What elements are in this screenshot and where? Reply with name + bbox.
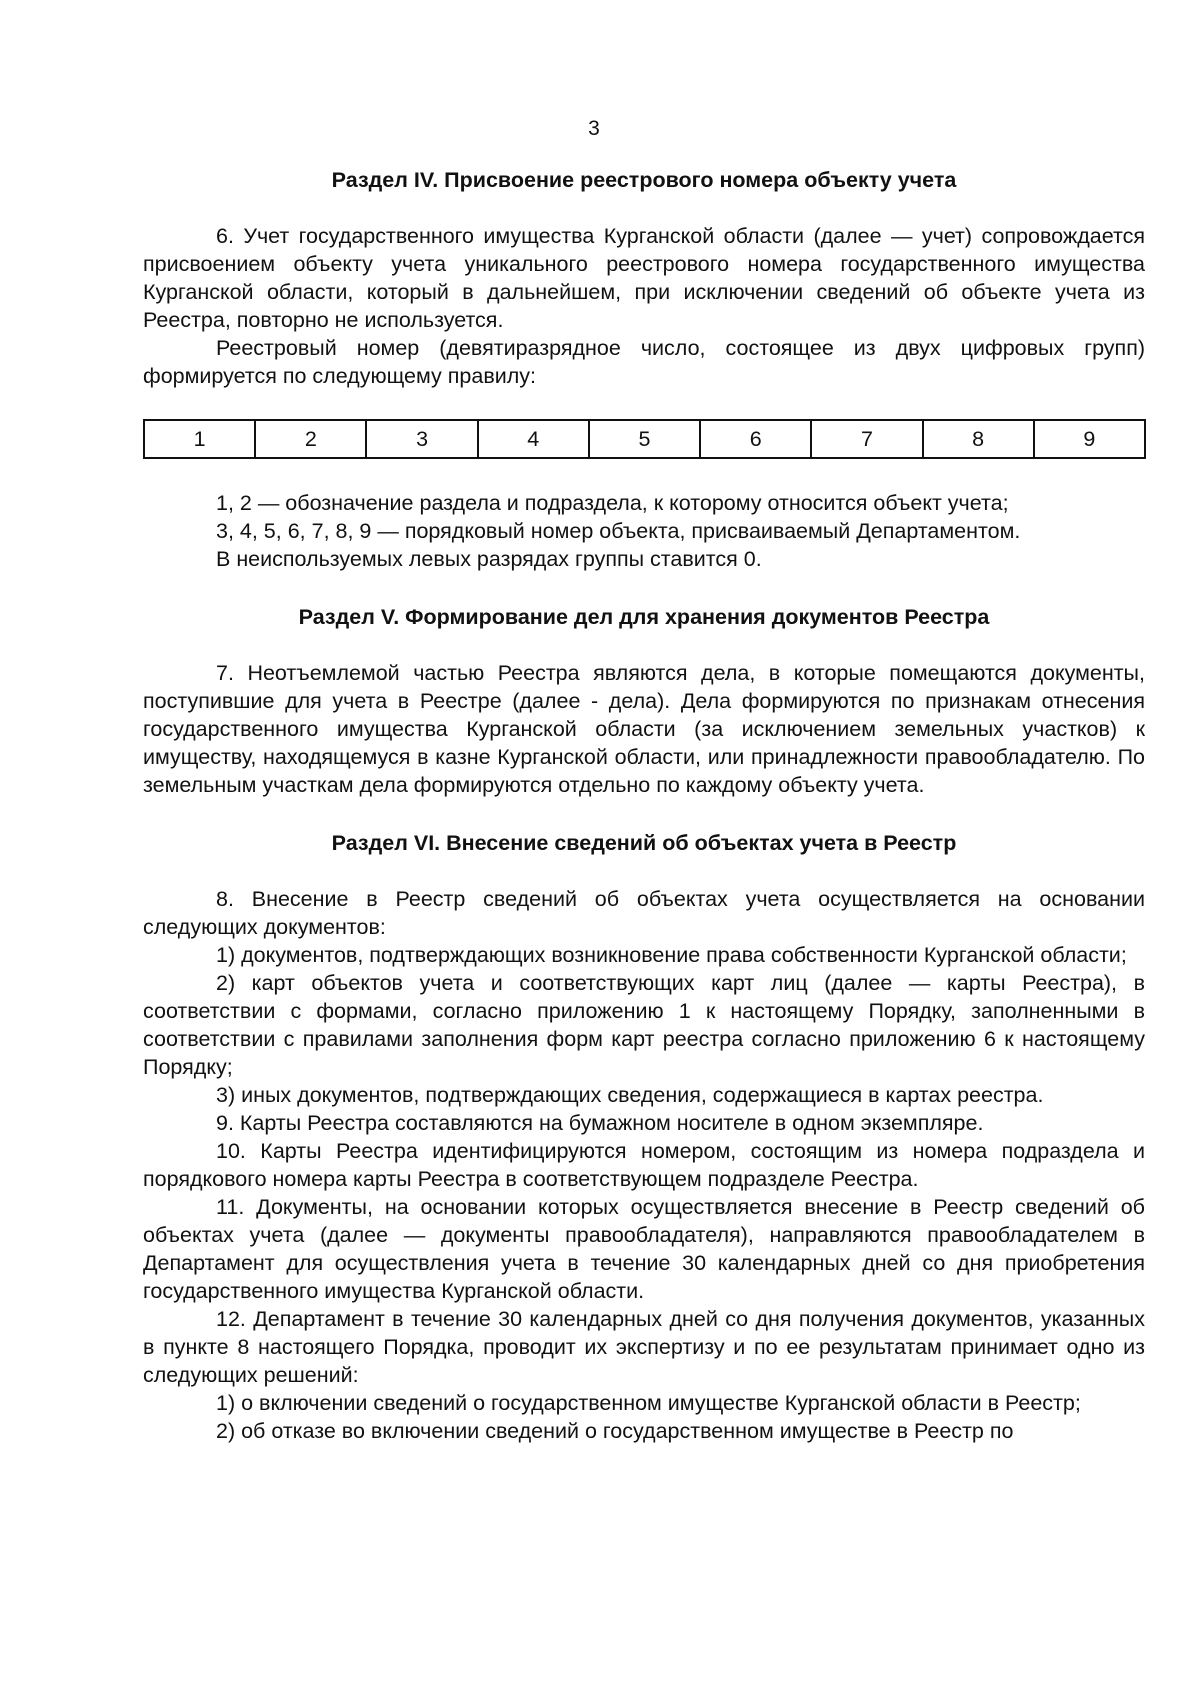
paragraph-8-item-2: 2) карт объектов учета и соответствующих карт лиц (далее — карты Реестра), в соответствии с формами, согласно приложению 1 к настоящему Порядку, заполненными в соответствии с правилами заполнения форм карт реестра согласно приложению 6 к настоящему Порядку;: [143, 971, 1145, 1079]
digit-cell-9: 9: [1034, 420, 1145, 458]
digit-cell-7: 7: [811, 420, 922, 458]
paragraph-9: 9. Карты Реестра составляются на бумажном носителе в одном экземпляре.: [216, 1111, 984, 1135]
paragraph-8: 8. Внесение в Реестр сведений об объектах учета осуществляется на основании следующих документов:: [143, 887, 1145, 939]
note-zero-padding: В неиспользуемых левых разрядах группы ставится 0.: [216, 547, 762, 571]
digit-cell-5: 5: [589, 420, 700, 458]
paragraph-8-item-3: 3) иных документов, подтверждающих сведения, содержащиеся в картах реестра.: [216, 1083, 1044, 1107]
paragraph-10: 10. Карты Реестра идентифицируются номером, состоящим из номера подраздела и порядкового номера карты Реестра в соответствующем подразделе Реестра.: [143, 1139, 1145, 1191]
paragraph-6: 6. Учет государственного имущества Курганской области (далее — учет) сопровождается присвоением объекту учета уникального реестрового номера государственного имущества Курганской области, который в дальнейшем, при исключении сведений об объекте учета из Реестра, повторно не используется.: [143, 224, 1145, 332]
document-body: [143, 166, 1145, 1445]
digit-cell-2: 2: [255, 420, 366, 458]
paragraph-12-item-1: 1) о включении сведений о государственном имуществе Курганской области в Реестр;: [216, 1391, 1081, 1415]
page-number: 3: [588, 117, 600, 140]
note-serial-digits: 3, 4, 5, 6, 7, 8, 9 — порядковый номер объекта, присваиваемый Департаментом.: [216, 519, 1021, 543]
digit-cell-6: 6: [700, 420, 811, 458]
note-section-digits: 1, 2 — обозначение раздела и подраздела, к которому относится объект учета;: [216, 491, 1009, 515]
section-4-heading: Раздел IV. Присвоение реестрового номера объекту учета: [331, 168, 957, 192]
paragraph-11: 11. Документы, на основании которых осуществляется внесение в Реестр сведений об объектах учета (далее — документы правообладателя), направляются правообладателем в Департамент для осуществления учета в течение 30 календарных дней со дня приобретения государственного имущества Курганской области.: [143, 1195, 1145, 1303]
digit-cell-3: 3: [366, 420, 477, 458]
section-5-heading: Раздел V. Формирование дел для хранения документов Реестра: [298, 605, 990, 629]
registry-number-table: [143, 419, 1146, 459]
section-6-heading: Раздел VI. Внесение сведений об объектах учета в Реестр: [331, 831, 957, 855]
registry-number-row: [144, 420, 1145, 458]
paragraph-12-item-2: 2) об отказе во включении сведений о государственном имуществе в Реестр по: [216, 1419, 1014, 1443]
paragraph-7: 7. Неотъемлемой частью Реестра являются дела, в которые помещаются документы, поступившие для учета в Реестре (далее - дела). Дела формируются по признакам отнесения государственного имущества Курганской области (за исключением земельных участков) к имуществу, находящемуся в казне Курганской области, или принадлежности правообладателю. По земельным участкам дела формируются отдельно по каждому объекту учета.: [143, 661, 1145, 797]
paragraph-12: 12. Департамент в течение 30 календарных дней со дня получения документов, указанных в пункте 8 настоящего Порядка, проводит их экспертизу и по ее результатам принимает одно из следующих решений:: [143, 1307, 1145, 1387]
digit-cell-4: 4: [478, 420, 589, 458]
digit-cell-8: 8: [923, 420, 1034, 458]
paragraph-8-item-1: 1) документов, подтверждающих возникновение права собственности Курганской области;: [216, 943, 1127, 967]
registry-number-rule-paragraph: Реестровый номер (девятиразрядное число, состоящее из двух цифровых групп) формируется по следующему правилу:: [143, 336, 1145, 388]
digit-cell-1: 1: [144, 420, 255, 458]
